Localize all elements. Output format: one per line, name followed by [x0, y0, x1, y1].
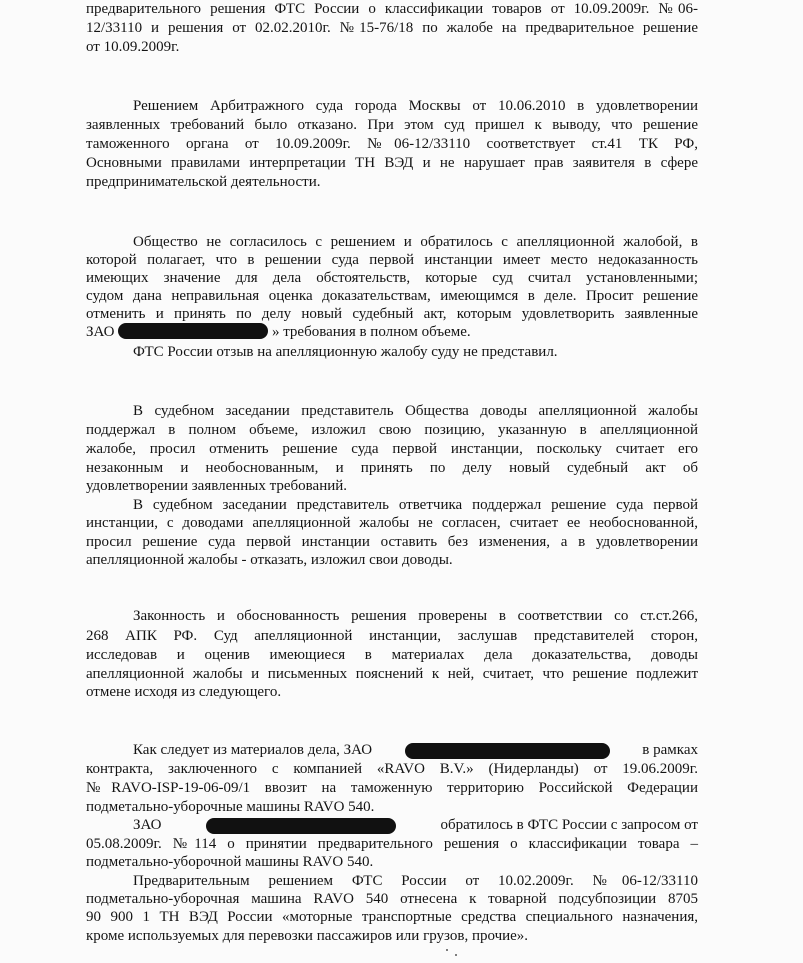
redaction-bar — [405, 743, 610, 759]
text-line-redacted — [133, 816, 698, 835]
text-line: кроме используемых для перевозки пассажиров или грузов, прочие». — [86, 928, 529, 944]
redaction-bar — [206, 818, 396, 834]
text-line: 268 АПК РФ. Суд апелляционной инстанции, заслушав представителей сторон, — [86, 628, 698, 644]
text-line: заявленных требований было отказано. При этом суд пришел к выводу, что решение — [86, 117, 698, 133]
text-line: 12/33110 и решения от 02.02.2010г. №15-76/18 по жалобе на предварительное решение — [86, 20, 698, 36]
text-line: №RAVO-ISP-19-06-09/1 ввозит на таможенную территорию Российской Федерации — [86, 780, 698, 796]
text-line: 90 900 1 ТН ВЭД России «моторные транспортные средства специального назначения, — [86, 909, 698, 925]
text-line: поддержал в полном объеме, изложил свою позицию, указанную в апелляционной — [86, 422, 698, 438]
text-line: инстанции, с доводами апелляционной жалобы не согласен, считает ее необоснованной, — [86, 515, 698, 531]
text-line: В судебном заседании представитель ответчика поддержал решение суда первой — [133, 497, 698, 513]
company-prefix: ЗАО — [133, 817, 162, 833]
text-line: Предварительным решением ФТС России от 10.02.2009г. №06-12/33110 — [133, 873, 698, 889]
text-line: таможенного органа от 10.09.2009г. №06-12/33110 соответствует ст.41 ТК РФ, — [86, 136, 698, 152]
text-line: жалобе, просил отменить решение суда первой инстанции, поскольку считает его — [86, 441, 698, 457]
text-line: предпринимательской деятельности. — [86, 174, 321, 190]
text-line: апелляционной жалобы - отказать, изложил свои доводы. — [86, 552, 453, 568]
text-line: контракта, заключенного с компанией «RAVO B.V.» (Нидерланды) от 19.06.2009г. — [86, 761, 698, 777]
text-line: просил решение суда первой инстанции оставить без изменения, а в удовлетворении — [86, 534, 698, 550]
text-line: апелляционной жалобы и письменных пояснений к ней, считает, что решение подлежит — [86, 666, 698, 682]
text-fragment: » требования в полном объеме. — [271, 324, 471, 340]
text-line: которой полагает, что в решении суда первой инстанции имеет место недоказанность — [86, 252, 698, 268]
text-line: подметально-уборочные машины RAVO 540. — [86, 799, 375, 815]
text-line: судом дана неправильная оценка доказательствам, имеющимся в деле. Просит решение — [86, 288, 698, 304]
redaction-bar — [118, 323, 268, 339]
text-line: незаконным и необоснованным, и принять по делу новый судебный акт об — [86, 460, 698, 476]
text-line: отмене исходя из следующего. — [86, 684, 282, 700]
text-line-redacted — [133, 741, 698, 760]
text-line: удовлетворении заявленных требований. — [86, 478, 348, 494]
text-line: отменить и принять по делу новый судебный акт, которым удовлетворить заявленные — [86, 306, 698, 322]
text-line: Законность и обоснованность решения проверены в соответствии со ст.ст.266, — [133, 608, 698, 624]
text-line-redacted — [86, 323, 698, 342]
text-line: 05.08.2009г. №114 о принятии предварительного решения о классификации товара – — [86, 836, 698, 852]
text-fragment: Как следует из материалов дела, ЗАО — [133, 742, 373, 758]
text-line: исследовав и оценив имеющиеся в материалах дела доказательства, доводы — [86, 647, 698, 663]
scan-speck — [455, 954, 457, 956]
text-line: В судебном заседании представитель Общества доводы апелляционной жалобы — [133, 403, 698, 419]
text-line: подметально-уборочная машина RAVO 540 отнесена к товарной подсубпозиции 8705 — [86, 891, 698, 907]
text-line: Решением Арбитражного суда города Москвы от 10.06.2010 в удовлетворении — [133, 98, 698, 114]
text-line: Основными правилами интерпретации ТН ВЭД и не нарушает прав заявителя в сфере — [86, 155, 698, 171]
text-line: предварительного решения ФТС России о классификации товаров от 10.09.2009г. №06- — [86, 1, 698, 17]
text-fragment: обратилось в ФТС России с запросом от — [440, 817, 698, 833]
text-fragment: в рамках — [642, 742, 698, 758]
text-line: Общество не согласилось с решением и обратилось с апелляционной жалобой, в — [133, 234, 698, 250]
text-line: ФТС России отзыв на апелляционную жалобу суду не представил. — [133, 344, 558, 360]
text-line: от 10.09.2009г. — [86, 39, 180, 55]
text-line: подметально-уборочной машины RAVO 540. — [86, 854, 374, 870]
scan-speck — [446, 949, 448, 951]
text-line: имеющих значение для дела обстоятельств, которые суд считал установленными; — [86, 270, 698, 286]
company-prefix: ЗАО — [86, 324, 115, 340]
